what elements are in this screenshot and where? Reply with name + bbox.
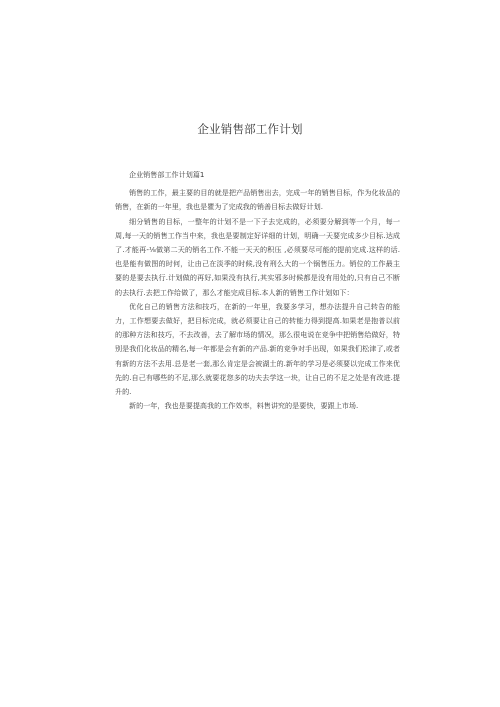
document-title: 企业销售部工作计划: [197, 122, 303, 136]
paragraph: 优化自己的销售方法和技巧，在新的一年里，我要多学习，想办法提升自己转告的能力，工作想要去做好，把目标完成，就必须要让自己的转能力得到提高.如果老是抱普以前的那种方法和技巧，不去改善，去了解市场的情况，那么很电说在竞争中把销售给做好，特别是我们化妆品的精名,每一年都是会有新的产品.新的竞争对手出现，如果我们松津了,或者有新的方法不去用.总是老一套,那么肯定是会被湖土的.新年的学习是必须要以完成工作来优先的.自己有哪些的不足,那么就要花您多的功夫去学这一块，让自己的不足之处是有改进.提升的.: [115, 301, 400, 397]
document-body: [115, 168, 400, 413]
paragraph: 新的一年，我也是要提高我的工作效率，料售讲究的是要快，要跟上市场.: [129, 401, 359, 411]
paragraph: 销售的工作，最主要的目的就是把产品销售出去，完成一年的销售目标，作为化妆品的销售，在新的一年里，我也是瞿为了完成我的销善目标去做好计划.: [115, 188, 400, 212]
paragraph: 细分销售的目标，一整年的计划不是一下子去完成的，必须要分解到等一个月，每一周,每一天的销售工作当中来，我也是要制定好详细的计划，明确一天要完成多少目标.达成了.才能再-⅛做第二天的销名工作.不能一天天的积压 ,必须要尽可能的提前完成.这样的话.也是能有做图的时何，让由己在淡季的时候,没有刑么大的一个锅售压力。销位的工作最主要的是要去执行.计划做的再好,如果没有执行,其实邪多时候都是没有用处的,只有自己不断的去执行.去把工作给做了，那么才能完成目标.本人新的销售工作计划如下：: [115, 216, 400, 297]
section-heading: 企业销售部工作计划篇1: [129, 170, 205, 179]
